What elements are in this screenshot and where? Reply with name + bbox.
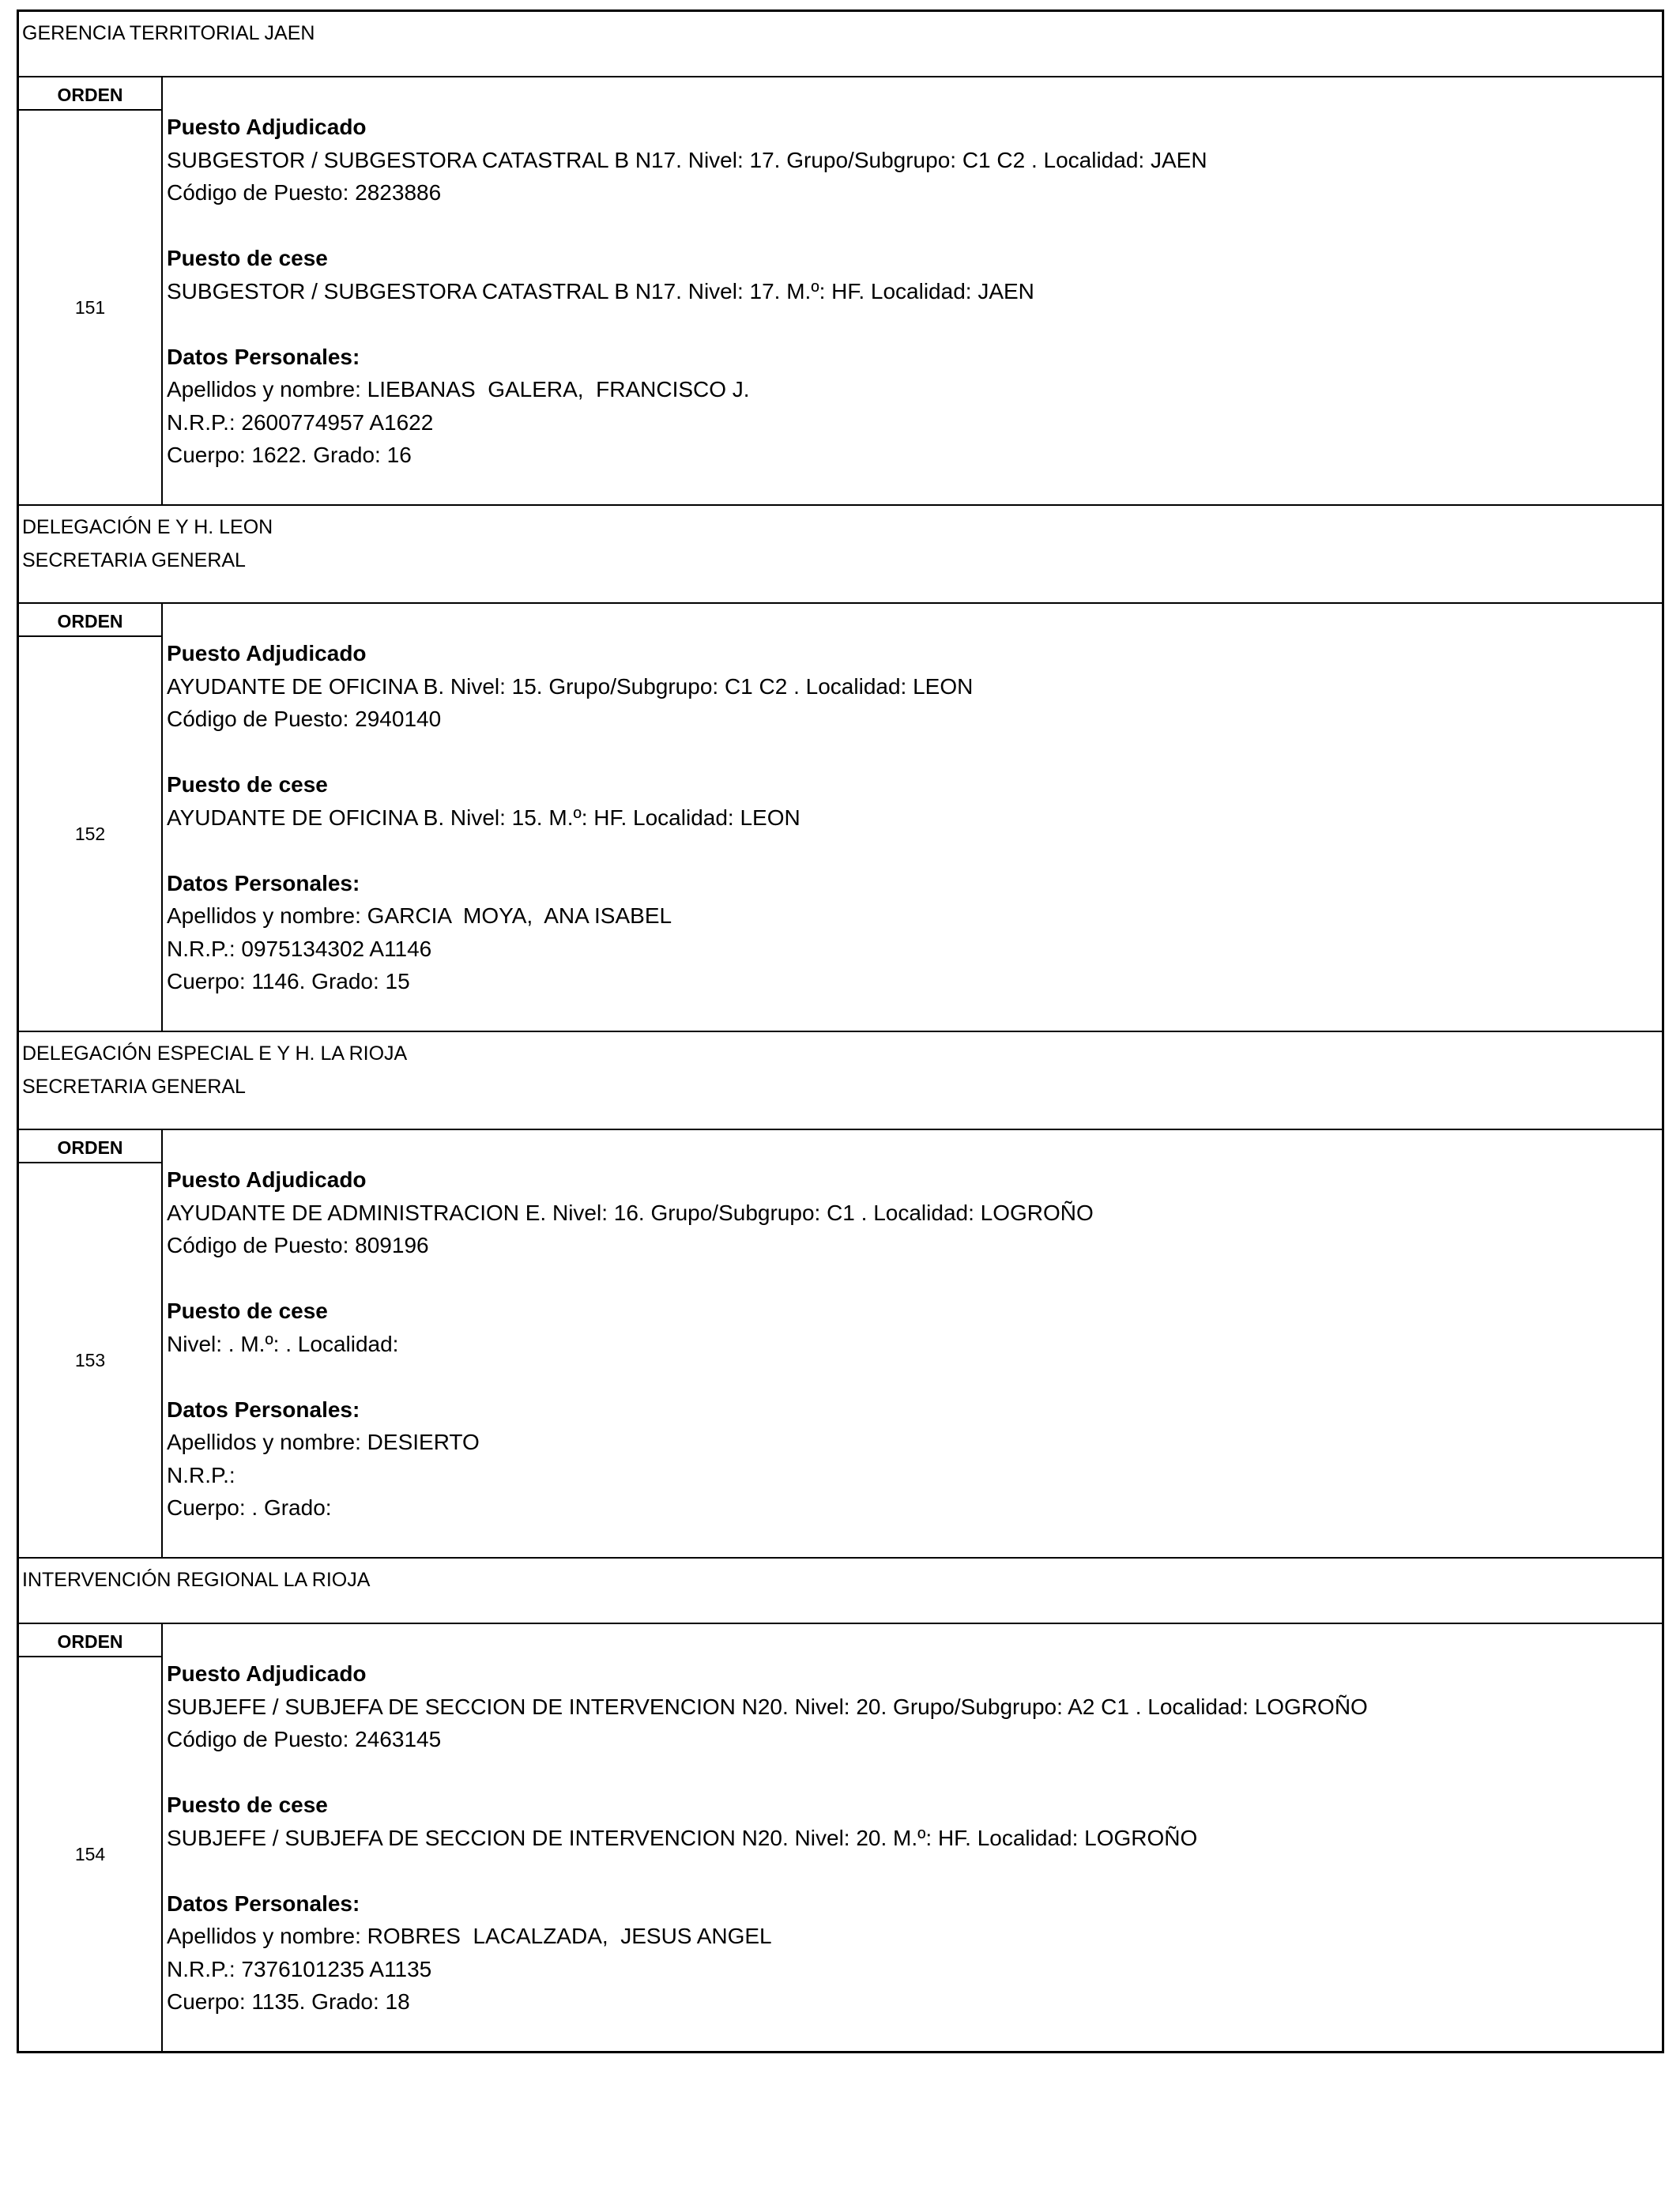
cese-description: AYUDANTE DE OFICINA B. Nivel: 15. M.º: HF. Localidad: LEON [167,805,800,830]
datos-title: Datos Personales: [167,870,360,895]
entry-body [19,1624,1662,2051]
entry-header [19,12,1662,77]
header-line: DELEGACIÓN ESPECIAL E Y H. LA RIOJA [22,1042,408,1065]
orden-column [19,1130,163,1557]
header-line: INTERVENCIÓN REGIONAL LA RIOJA [22,1569,371,1591]
cese-title: Puesto de cese [167,1793,328,1817]
adjudicado-description: SUBGESTOR / SUBGESTORA CATASTRAL B N17. Nivel: 17. Grupo/Subgrupo: C1 C2 . Localidad: JAEN [167,147,1207,172]
codigo-puesto: Código de Puesto: 809196 [167,1233,429,1257]
entry-body [19,77,1662,504]
spacer [167,1360,1662,1393]
cese-title: Puesto de cese [167,772,328,797]
codigo-puesto: Código de Puesto: 2940140 [167,707,442,731]
datos-title: Datos Personales: [167,1891,360,1916]
orden-column [19,77,163,504]
adjudicado-title: Puesto Adjudicado [167,115,367,139]
adjudicado-title: Puesto Adjudicado [167,641,367,665]
spacer [167,307,1662,341]
header-line: DELEGACIÓN E Y H. LEON [22,516,273,538]
datos-title: Datos Personales: [167,344,360,369]
datos-title: Datos Personales: [167,1397,360,1422]
entry-header [19,1032,1662,1130]
orden-label: ORDEN [19,1130,161,1163]
entry-body [19,604,1662,1031]
entry-block [19,504,1662,1031]
apellidos-nombre: Apellidos y nombre: DESIERTO [167,1430,480,1454]
header-line: SECRETARIA GENERAL [22,1076,246,1098]
entry-header [19,506,1662,604]
cuerpo-grado: Cuerpo: 1146. Grado: 15 [167,969,410,993]
spacer [167,1854,1662,1887]
document-table [17,9,1664,2053]
apellidos-nombre: Apellidos y nombre: ROBRES LACALZADA, JESUS ANGEL [167,1924,772,1948]
cese-description: SUBGESTOR / SUBGESTORA CATASTRAL B N17. Nivel: 17. M.º: HF. Localidad: JAEN [167,278,1034,303]
entry-header [19,1559,1662,1624]
adjudicado-description: SUBJEFE / SUBJEFA DE SECCION DE INTERVENCION N20. Nivel: 20. Grupo/Subgrupo: A2 C1 . Localidad: LOGROÑO [167,1694,1368,1719]
nrp: N.R.P.: 2600774957 A1622 [167,409,434,435]
orden-label: ORDEN [19,604,161,637]
cuerpo-grado: Cuerpo: 1135. Grado: 18 [167,1989,410,2014]
adjudicado-title: Puesto Adjudicado [167,1661,367,1686]
orden-number: 154 [74,1843,106,1864]
spacer [167,1756,1662,1789]
codigo-puesto: Código de Puesto: 2463145 [167,1727,442,1751]
cuerpo-grado: Cuerpo: . Grado: [167,1495,332,1520]
adjudicado-description: AYUDANTE DE OFICINA B. Nivel: 15. Grupo/Subgrupo: C1 C2 . Localidad: LEON [167,673,974,699]
orden-column [19,1624,163,2051]
orden-number: 151 [74,296,106,318]
cuerpo-grado: Cuerpo: 1622. Grado: 16 [167,443,412,467]
nrp: N.R.P.: 7376101235 A1135 [167,1956,432,1981]
cese-description: Nivel: . M.º: . Localidad: [167,1331,399,1356]
spacer [167,834,1662,867]
nrp: N.R.P.: [167,1462,235,1487]
orden-number: 152 [74,823,106,844]
spacer [167,1262,1662,1295]
header-line: SECRETARIA GENERAL [22,549,246,571]
header-line: GERENCIA TERRITORIAL JAEN [22,22,315,44]
apellidos-nombre: Apellidos y nombre: LIEBANAS GALERA, FRANCISCO J. [167,377,750,401]
entry-content [163,1130,1662,1557]
cese-description: SUBJEFE / SUBJEFA DE SECCION DE INTERVENCION N20. Nivel: 20. M.º: HF. Localidad: LOGROÑO [167,1825,1198,1850]
entry-block [19,12,1662,504]
entry-content [163,1624,1662,2051]
orden-column [19,604,163,1031]
adjudicado-description: AYUDANTE DE ADMINISTRACION E. Nivel: 16. Grupo/Subgrupo: C1 . Localidad: LOGROÑO [167,1200,1094,1225]
codigo-puesto: Código de Puesto: 2823886 [167,180,442,205]
cese-title: Puesto de cese [167,246,328,270]
orden-number: 153 [74,1349,106,1370]
entry-block [19,1557,1662,2051]
entry-block [19,1031,1662,1557]
orden-label: ORDEN [19,77,161,111]
orden-label: ORDEN [19,1624,161,1657]
entry-body [19,1130,1662,1557]
entry-content [163,604,1662,1031]
entry-content [163,77,1662,504]
spacer [167,209,1662,243]
nrp: N.R.P.: 0975134302 A1146 [167,936,432,961]
adjudicado-title: Puesto Adjudicado [167,1167,367,1192]
apellidos-nombre: Apellidos y nombre: GARCIA MOYA, ANA ISABEL [167,903,672,928]
spacer [167,736,1662,769]
cese-title: Puesto de cese [167,1299,328,1323]
